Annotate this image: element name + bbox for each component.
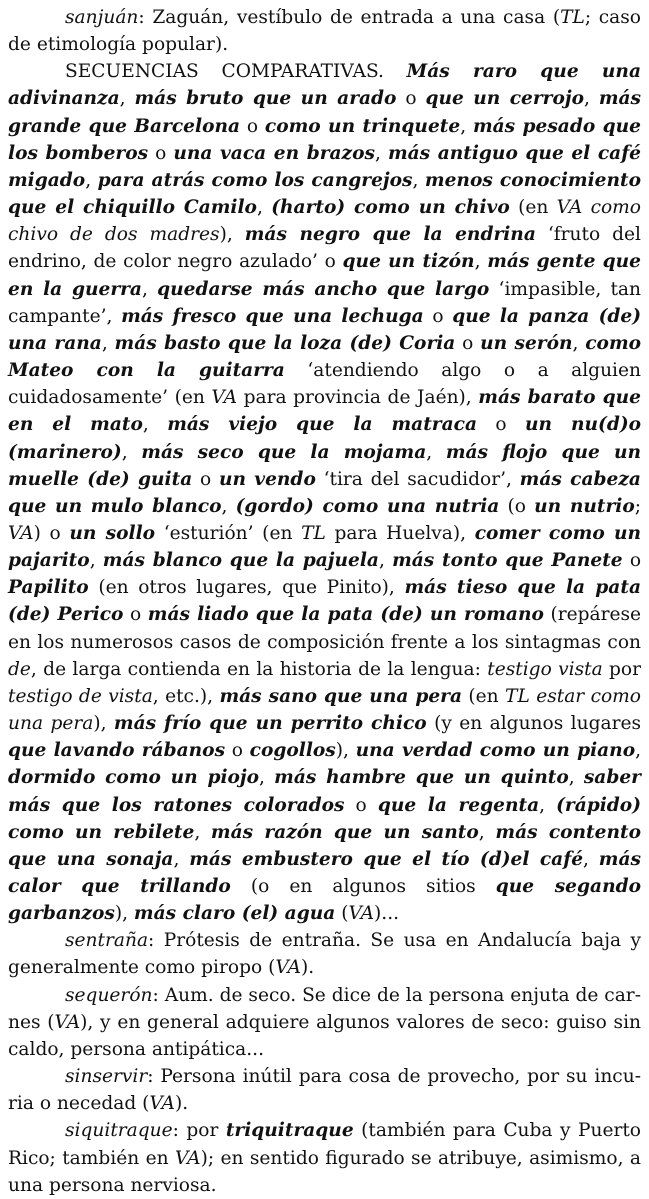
text-run: , — [121, 441, 142, 463]
italic-term: testigo vista — [487, 658, 603, 680]
text-run: , — [375, 142, 388, 164]
text-run: ), — [219, 224, 245, 246]
text-run: , — [378, 550, 393, 572]
text-run: o — [622, 550, 642, 572]
italic-term: sinservir — [65, 1066, 148, 1088]
text-run: ). — [300, 957, 315, 979]
text-run: ). — [174, 1093, 189, 1115]
text-run: ( — [335, 903, 349, 925]
example-phrase: más barato que en el mato — [8, 387, 641, 436]
text-run: , — [89, 550, 103, 572]
example-phrase: más razón que un santo — [210, 821, 479, 843]
text-run: o — [240, 115, 265, 137]
text-run: : Persona inútil para cosa de provecho, por su incuria o necedad ( — [8, 1066, 641, 1115]
italic-term: VA — [54, 1011, 81, 1033]
text-run: , — [142, 414, 168, 436]
text-run: o — [423, 305, 453, 327]
example-phrase: más hambre que un quinto — [274, 767, 569, 789]
example-phrase: más viejo que la matraca — [167, 414, 478, 436]
text-run: , — [426, 441, 446, 463]
example-phrase: (harto) como un chivo — [271, 197, 510, 219]
text-run: : Prótesis de entraña. Se usa en Andalucía baja y generalmente como piropo ( — [8, 930, 641, 979]
text-run: (en otros lugares, que Pinito), — [88, 577, 405, 599]
example-phrase: Más raro que una adivinanza — [8, 61, 641, 110]
text-run: o — [192, 468, 219, 490]
text-run: ; — [634, 495, 641, 517]
italic-term: de — [8, 658, 31, 680]
example-phrase: más seco que la mojama — [141, 441, 427, 463]
text-run: o — [477, 414, 525, 436]
text-run: para Huelva), — [325, 522, 475, 544]
example-phrase: más basto que la loza (de) Coria — [114, 332, 456, 354]
text-run: (y en algunos lugares — [426, 713, 642, 735]
example-phrase: que la regenta — [377, 794, 540, 816]
text-run: , — [539, 794, 557, 816]
example-phrase: como Mateo con la guitarra — [8, 332, 642, 382]
text-run: ; caso de etimología popular). — [8, 7, 641, 56]
text-run: , — [635, 740, 642, 762]
italic-term: VA — [275, 957, 301, 979]
text-run: : por — [172, 1120, 226, 1142]
example-phrase: triquitraque — [225, 1120, 354, 1142]
text-run: , — [478, 821, 496, 843]
example-phrase: más tonto que Panete — [392, 550, 623, 572]
example-phrase: que la panza (de) una rana — [8, 305, 641, 354]
text-run: o — [344, 794, 378, 816]
example-phrase: (rápido) como un rebilete — [8, 794, 642, 843]
text-run: (o — [499, 495, 535, 517]
italic-term: sanjuán — [65, 7, 139, 28]
italic-term: TL — [560, 7, 585, 28]
text-run: ), — [335, 740, 356, 762]
text-run: , — [474, 251, 488, 273]
text-run: para provincia de Jaén), — [237, 387, 479, 409]
text-run: (también para Cuba y Puerto Rico; también en — [8, 1120, 641, 1169]
example-phrase: que un cerrojo — [425, 88, 584, 110]
text-run: o — [396, 88, 426, 110]
italic-term: siquitraque — [65, 1120, 173, 1142]
example-phrase: más blanco que la pajuela — [102, 550, 379, 572]
example-phrase: más frío que un perrito chico — [113, 713, 427, 735]
text-run: : Zaguán, vestíbulo de entrada a una casa ( — [138, 7, 561, 28]
text-run: (en — [462, 685, 506, 707]
entry-sanjuan — [8, 4, 641, 58]
entry-sentrana — [8, 927, 641, 981]
text-run: o — [123, 604, 148, 626]
example-phrase: que lavando rábanos — [8, 740, 226, 762]
text-run: , — [256, 197, 272, 219]
example-phrase: más contento que una sonaja — [8, 821, 641, 870]
text-run: o — [225, 740, 250, 762]
text-run: o — [148, 142, 174, 164]
entry-sequeron — [8, 982, 641, 1063]
text-run: o — [455, 332, 481, 354]
text-run: (repárese en los numerosos casos de composición frente a los sintagmas con — [8, 604, 642, 653]
text-run: , — [572, 332, 586, 354]
example-phrase: más tieso que la pata (de) Perico — [8, 577, 641, 626]
italic-term: sequerón — [65, 984, 153, 1006]
text-run: por — [602, 658, 642, 680]
example-phrase: un serón — [480, 332, 573, 354]
example-phrase: más negro que la endrina — [244, 224, 536, 246]
text-run: SECUENCIAS COMPARATIVAS. — [65, 61, 407, 83]
entry-sinservir — [8, 1063, 641, 1117]
example-phrase: más pesado que los bomberos — [8, 115, 641, 164]
text-run: : Aum. de seco. Se dice de la persona enjuta de carnes ( — [8, 984, 641, 1033]
example-phrase: que un tizón — [342, 251, 475, 273]
text-run: , — [583, 848, 599, 870]
text-run: , de larga contienda en la historia de la lengua: — [30, 658, 488, 680]
example-phrase: como un trinquete — [264, 115, 461, 137]
text-run: ) o — [33, 522, 70, 544]
example-phrase: comer como un pajarito — [8, 522, 641, 572]
italic-term: VA — [211, 387, 238, 409]
text-run: ), — [114, 903, 134, 925]
example-phrase: cogollos — [249, 740, 336, 762]
text-run: , — [460, 115, 473, 137]
italic-term: VA como chivo de dos madres — [8, 197, 642, 246]
example-phrase: dormido como un piojo — [8, 767, 260, 789]
text-run: , — [173, 848, 190, 870]
text-run: , — [259, 767, 275, 789]
text-run: , — [119, 88, 135, 110]
example-phrase: un sollo — [69, 522, 156, 544]
example-phrase: más antiguo que el café migado — [8, 142, 642, 191]
text-run: , — [584, 88, 599, 110]
text-run: , etc.), — [152, 685, 220, 707]
example-phrase: más gente que en la guerra — [8, 251, 642, 300]
text-run: ), y en general adquiere algunos valores de seco: guiso sin caldo, persona antipática... — [8, 1011, 642, 1060]
example-phrase: más flojo que un muelle (de) guita — [8, 441, 642, 490]
text-run: )... — [374, 903, 400, 925]
example-phrase: una verdad como un piano — [355, 740, 636, 762]
entry-secuencias — [8, 58, 641, 927]
italic-term: sentraña — [65, 930, 149, 952]
text-run: (en — [509, 197, 557, 219]
text-run: , — [568, 767, 584, 789]
text-run: , — [412, 169, 425, 191]
example-phrase: saber más que los ratones colorados — [8, 767, 641, 816]
example-phrase: Papilito — [8, 577, 89, 599]
italic-term: testigo de vista — [8, 685, 153, 707]
example-phrase: más embustero que el tío (d)el café — [189, 848, 584, 870]
example-phrase: un nutrio — [534, 495, 635, 517]
italic-term: VA — [348, 903, 375, 925]
italic-term: TL — [301, 522, 326, 544]
text-run: ), — [93, 713, 114, 735]
text-run: ); en sentido figurado se atribuye, asimismo, a una persona nerviosa. — [8, 1147, 641, 1196]
example-phrase: que segando garbanzos — [8, 876, 641, 925]
italic-term: VA — [149, 1093, 175, 1115]
entry-siquitraque — [8, 1117, 641, 1198]
italic-term: TL estar como una pera — [8, 685, 642, 735]
text-run: , — [141, 278, 158, 300]
example-phrase: un nu(d)o (marinero) — [8, 414, 642, 463]
text-run: , — [221, 495, 236, 517]
italic-term: VA — [175, 1147, 201, 1169]
example-phrase: más liado que la pata (de) un romano — [147, 604, 544, 626]
text-run: ‘atendiendo algo o a alguien cuidadosamente’ (en — [8, 360, 641, 409]
text-run: (o en algunos sitios — [230, 876, 496, 897]
example-phrase: más claro (el) agua — [133, 903, 336, 925]
example-phrase: un vendo — [218, 468, 316, 490]
example-phrase: quedarse más ancho que largo — [157, 278, 490, 300]
text-run: ‘tira del sacudidor’, — [315, 468, 520, 490]
example-phrase: para atrás como los cangrejos — [97, 169, 413, 191]
example-phrase: más grande que Barcelona — [8, 88, 642, 137]
example-phrase: una vaca en brazos — [173, 142, 375, 164]
italic-term: VA — [8, 522, 34, 544]
example-phrase: más calor que trillando — [8, 848, 641, 897]
example-phrase: menos conocimiento que el chiquillo Camilo — [8, 169, 641, 219]
text-run: , — [85, 169, 98, 191]
example-phrase: (gordo) como una nutria — [235, 495, 500, 517]
example-phrase: más fresco que una lechuga — [121, 305, 424, 327]
text-run: ‘fruto del endrino, de color negro azulado’ o — [8, 224, 642, 273]
text-run: , — [101, 332, 115, 354]
example-phrase: más cabeza que un mulo blanco — [8, 468, 641, 517]
text-run: ‘impasible, tan campante’, — [8, 278, 641, 327]
text-run: ‘esturión’ (en — [155, 522, 302, 544]
example-phrase: más sano que una pera — [219, 685, 463, 707]
example-phrase: más bruto que un arado — [134, 88, 397, 110]
text-run: , — [194, 821, 211, 843]
